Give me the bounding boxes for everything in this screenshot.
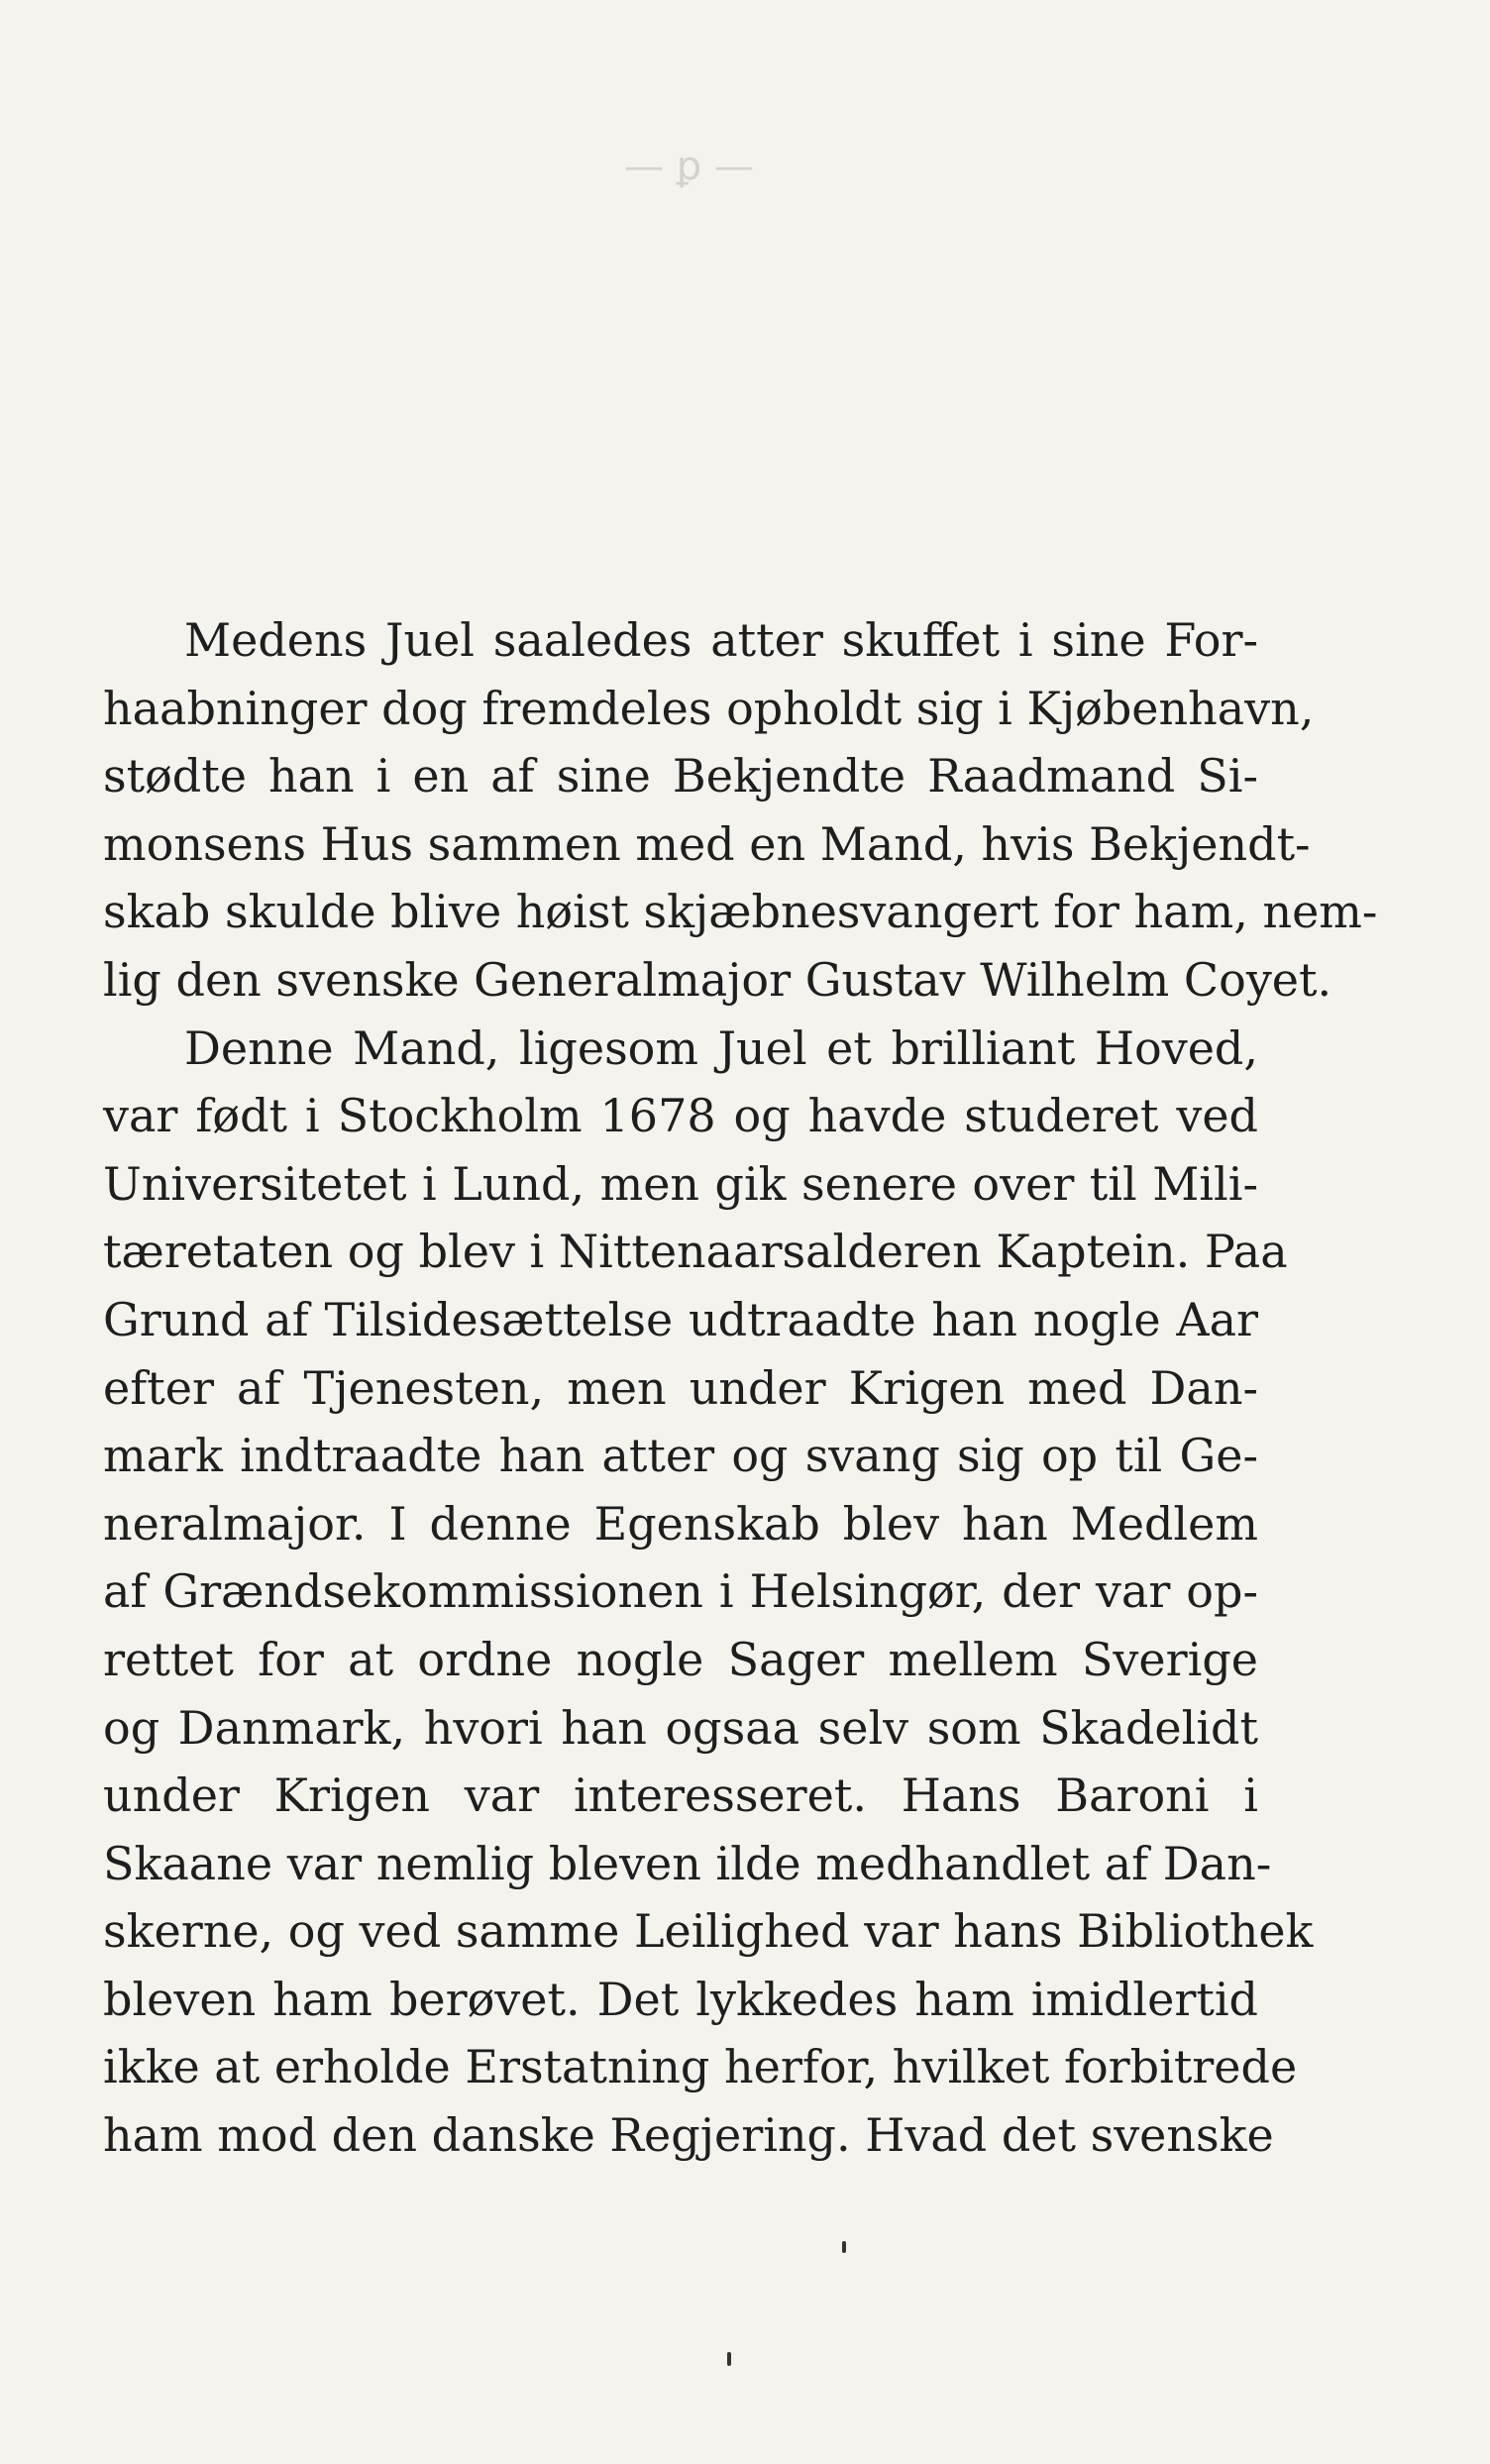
text-line: og Danmark, hvori han ogsaa selv som Skadelidt xyxy=(103,1700,1258,1755)
text-line: haabninger dog fremdeles opholdt sig i Kjøbenhavn, xyxy=(103,681,1315,735)
bleed-through-mark: — ꝑ — xyxy=(624,144,754,189)
text-line: stødte han i en af sine Bekjendte Raadmand Si- xyxy=(103,749,1258,803)
text-line: mark indtraadte han atter og svang sig op til Ge- xyxy=(103,1429,1258,1483)
text-line: ikke at erholde Erstatning herfor, hvilket forbitrede xyxy=(103,2040,1298,2094)
text-line: Universitetet i Lund, men gik senere over til Mili- xyxy=(103,1156,1258,1211)
text-line: skab skulde blive høist skjæbnesvangert for ham, nem- xyxy=(103,885,1378,939)
text-line: var født i Stockholm 1678 og havde studeret ved xyxy=(103,1089,1258,1143)
text-line: Grund af Tilsidesættelse udtraadte han nogle Aar xyxy=(103,1292,1258,1346)
bleed-through-text xyxy=(119,238,1367,305)
text-line: rettet for at ordne nogle Sager mellem Sverige xyxy=(103,1632,1258,1686)
text-line: under Krigen var interesseret. Hans Baroni i xyxy=(103,1768,1258,1823)
text-line: lig den svenske Generalmajor Gustav Wilhelm Coyet. xyxy=(103,952,1332,1007)
text-line: efter af Tjenesten, men under Krigen med Dan- xyxy=(103,1360,1258,1415)
text-line: tæretaten og blev i Nittenaarsalderen Kaptein. Paa xyxy=(103,1225,1288,1279)
text-line: af Grændsekommissionen i Helsingør, der var op- xyxy=(103,1564,1258,1619)
text-line: Skaane var nemlig bleven ilde medhandlet af Dan- xyxy=(103,1836,1272,1890)
text-line: Medens Juel saaledes atter skuffet i sine For- xyxy=(184,613,1258,667)
ink-speck xyxy=(842,2241,846,2253)
text-line: bleven ham berøvet. Det lykkedes ham imidlertid xyxy=(103,1972,1258,2026)
body-text xyxy=(103,606,1378,2170)
text-line: monsens Hus sammen med en Mand, hvis Bekjendt- xyxy=(103,816,1311,871)
text-line: skerne, og ved samme Leilighed var hans Bibliothek xyxy=(103,1904,1314,1959)
text-line: neralmajor. I denne Egenskab blev han Medlem xyxy=(103,1496,1258,1551)
text-line: ham mod den danske Regjering. Hvad det svenske xyxy=(103,2108,1274,2163)
text-line: Denne Mand, ligesom Juel et brilliant Hoved, xyxy=(184,1020,1258,1075)
ink-speck xyxy=(727,2352,731,2366)
